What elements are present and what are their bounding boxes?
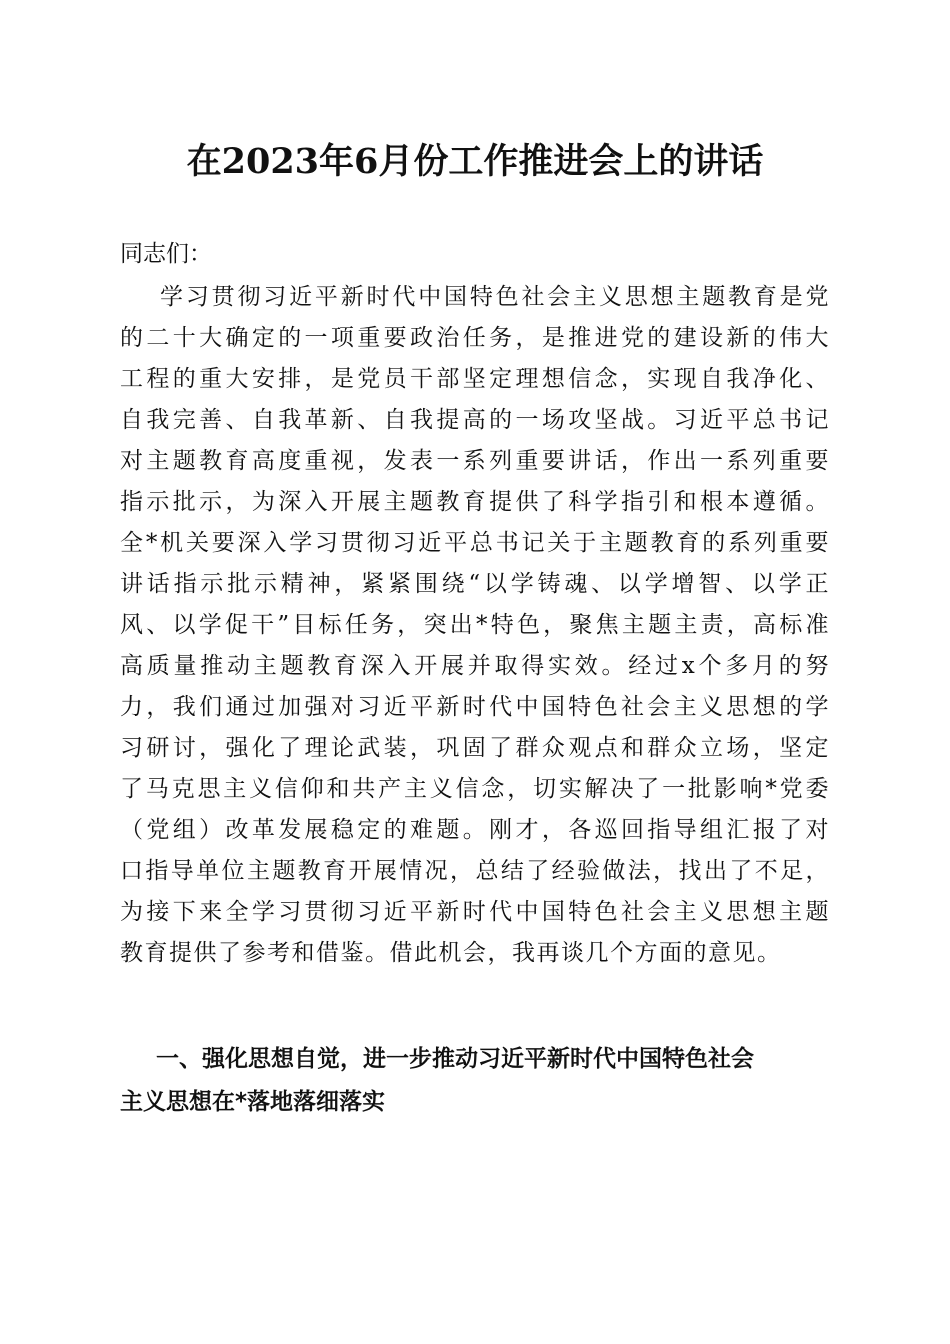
body-line: 风、以学促干”目标任务，突出*特色，聚焦主题主责，高标准 [120, 612, 830, 638]
body-line: 教育提供了参考和借鉴。借此机会，我再谈几个方面的意见。 [120, 940, 782, 966]
body-line: 口指导单位主题教育开展情况，总结了经验做法，找出了不足， [120, 858, 830, 884]
body-line: 力，我们通过加强对习近平新时代中国特色社会主义思想的学 [120, 694, 830, 720]
section-heading-line: 主义思想在*落地落细落实 [120, 1089, 386, 1115]
body-line: 习研讨，强化了理论武装，巩固了群众观点和群众立场，坚定 [120, 735, 830, 761]
body-line: 指示批示，为深入开展主题教育提供了科学指引和根本遵循。 [120, 489, 830, 515]
body-line: 学习贯彻习近平新时代中国特色社会主义思想主题教育是党 [160, 284, 830, 310]
body-line: 为接下来全学习贯彻习近平新时代中国特色社会主义思想主题 [120, 899, 830, 925]
body-line: 的二十大确定的一项重要政治任务，是推进党的建设新的伟大 [120, 325, 830, 351]
body-line: 自我完善、自我革新、自我提高的一场攻坚战。习近平总书记 [120, 407, 830, 433]
section-heading [120, 1038, 830, 1124]
document-title: 在2023年6月份工作推进会上的讲话 [186, 141, 764, 182]
section-heading-line: 一、强化思想自觉，进一步推动习近平新时代中国特色社会 [156, 1046, 754, 1072]
body-paragraph [120, 277, 830, 974]
body-line: 全*机关要深入学习贯彻习近平总书记关于主题教育的系列重要 [120, 530, 830, 556]
body-line: 工程的重大安排，是党员干部坚定理想信念，实现自我净化、 [120, 366, 830, 392]
body-line: 了马克思主义信仰和共产主义信念，切实解决了一批影响*党委 [120, 776, 830, 802]
salutation: 同志们： [120, 241, 212, 267]
body-line: 对主题教育高度重视，发表一系列重要讲话，作出一系列重要 [120, 448, 830, 474]
body-line: （党组）改革发展稳定的难题。刚才，各巡回指导组汇报了对 [120, 817, 830, 843]
body-line: 高质量推动主题教育深入开展并取得实效。经过x个多月的努 [120, 653, 830, 679]
body-line: 讲话指示批示精神，紧紧围绕“以学铸魂、以学增智、以学正 [120, 571, 830, 597]
